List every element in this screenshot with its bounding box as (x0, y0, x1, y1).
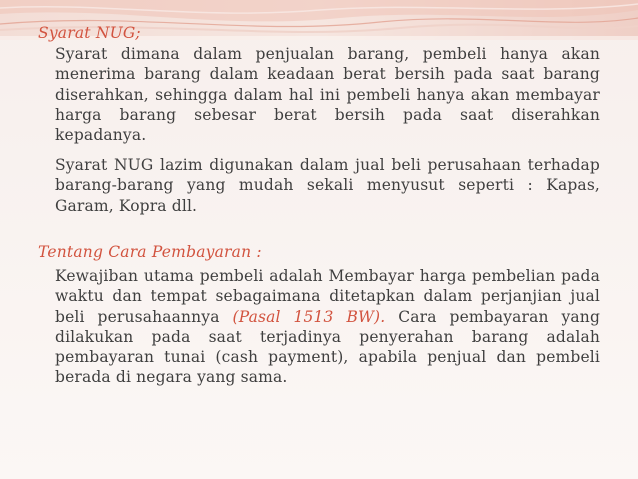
heading-syarat-nug: Syarat NUG; (38, 24, 141, 42)
payment-text-after-reference: Cara pembayaran yang dilakukan pada saat terjadinya penyerahan barang adalah pembayaran tunai (cash payment), apabila penjual dan pembeli berada di negara yang sama. (55, 307, 601, 387)
heading-cara-pembayaran: Tentang Cara Pembayaran : (38, 243, 262, 261)
legal-reference: (Pasal 1513 BW). (232, 307, 386, 326)
payment-text-before-reference: Kewajiban utama pembeli adalah Membayar harga pembelian pada waktu dan tempat sebagaimana ditetapkan dalam perjanjian jual beli perusahaannya (55, 267, 600, 326)
paragraph-payment-obligation (55, 266, 600, 388)
paragraph-nug-usage: Syarat NUG lazim digunakan dalam jual beli perusahaan terhadap barang-barang yang mudah sekali menyusut seperti : Kapas, Garam, Kopra dll. (55, 156, 600, 215)
paragraph-nug-definition: Syarat dimana dalam penjualan barang, pembeli hanya akan menerima barang dalam keadaan berat bersih pada saat barang diserahkan, sehingga dalam hal ini pembeli hanya akan membayar harga barang sebesar berat bersih pada saat diserahkan kepadanya. (55, 45, 600, 145)
